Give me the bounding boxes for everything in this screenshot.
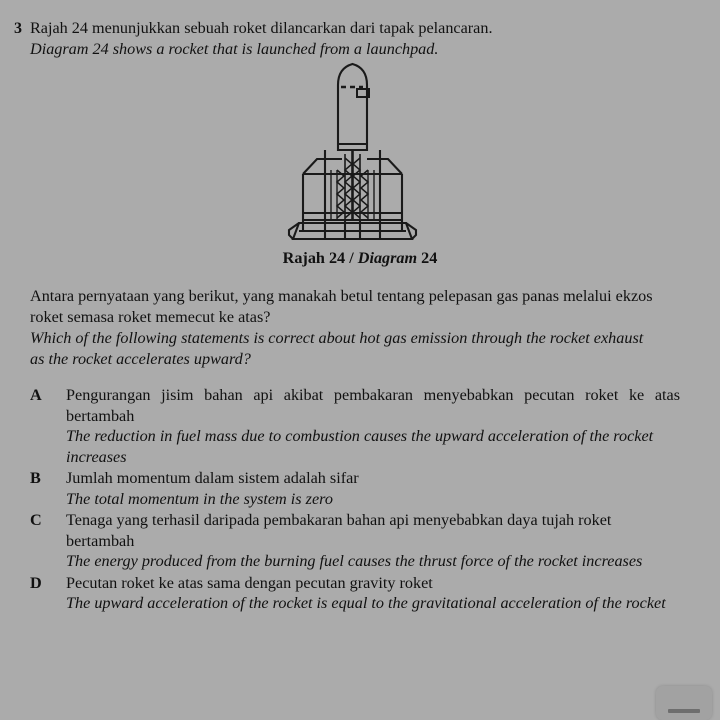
- question-heading: [0, 18, 700, 60]
- option-c-text: [66, 510, 680, 572]
- option-c-letter: C: [30, 511, 42, 529]
- question-stem-english-rest: 24 shows a rocket that is launched from a launchpad.: [88, 40, 439, 58]
- diagram-caption-english: Diagram: [357, 249, 418, 267]
- option-a-malay: Pengurangan jisim bahan api akibat pembakaran menyebabkan pecutan roket ke atas bertambah: [66, 386, 680, 425]
- question-heading-body: [30, 18, 690, 60]
- question-prompt: [30, 286, 682, 370]
- question-stem-english-lead: Diagram: [30, 40, 89, 58]
- rocket-diagram: [0, 62, 720, 247]
- prompt-malay-line1: Antara pernyataan yang berikut, yang manakah betul tentang pelepasan gas panas melalui ekzos: [30, 287, 653, 305]
- option-c-malay: Tenaga yang terhasil daripada pembakaran bahan api menyebabkan daya tujah roket bertambah: [66, 511, 612, 550]
- prompt-english-line2: as the rocket accelerates upward?: [30, 350, 251, 368]
- question-stem-malay: Rajah 24 menunjukkan sebuah roket dilancarkan dari tapak pelancaran.: [30, 19, 493, 37]
- diagram-caption-malay: Rajah 24 /: [282, 249, 358, 267]
- answer-options: [0, 385, 720, 615]
- option-a-text: [66, 385, 680, 467]
- question-number: 3: [14, 20, 22, 37]
- option-a-english: The reduction in fuel mass due to combustion causes the upward acceleration of the rocket increases: [66, 427, 654, 466]
- collapse-handle-button[interactable]: [656, 686, 712, 720]
- diagram-caption: [0, 248, 720, 269]
- option-b-english: The total momentum in the system is zero: [66, 489, 333, 508]
- diagram-caption-number: 24: [417, 249, 438, 267]
- option-b-letter: B: [30, 469, 41, 487]
- option-d-letter: D: [30, 573, 42, 592]
- option-b-text: [66, 468, 680, 509]
- option-d-english: The upward acceleration of the rocket is equal to the gravitational acceleration of the rocket: [66, 594, 666, 612]
- prompt-english-line1: Which of the following statements is correct about hot gas emission through the rocket exhaust: [30, 329, 644, 347]
- option-b-malay: Jumlah momentum dalam sistem adalah sifar: [66, 469, 359, 487]
- option-d[interactable]: [0, 573, 720, 614]
- option-c-english: The energy produced from the burning fuel causes the thrust force of the rocket increases: [66, 552, 643, 570]
- option-d-malay: Pecutan roket ke atas sama dengan pecutan gravity roket: [66, 573, 433, 592]
- rocket-diagram-svg: [285, 62, 435, 247]
- option-a[interactable]: [0, 385, 720, 467]
- option-b[interactable]: [0, 468, 720, 509]
- option-d-text: [66, 573, 680, 614]
- question-stem-english: [30, 39, 690, 60]
- minus-icon: [668, 709, 700, 713]
- option-c[interactable]: [0, 510, 720, 572]
- prompt-malay-line2: roket semasa roket memecut ke atas?: [30, 308, 271, 326]
- option-a-letter: A: [30, 386, 42, 404]
